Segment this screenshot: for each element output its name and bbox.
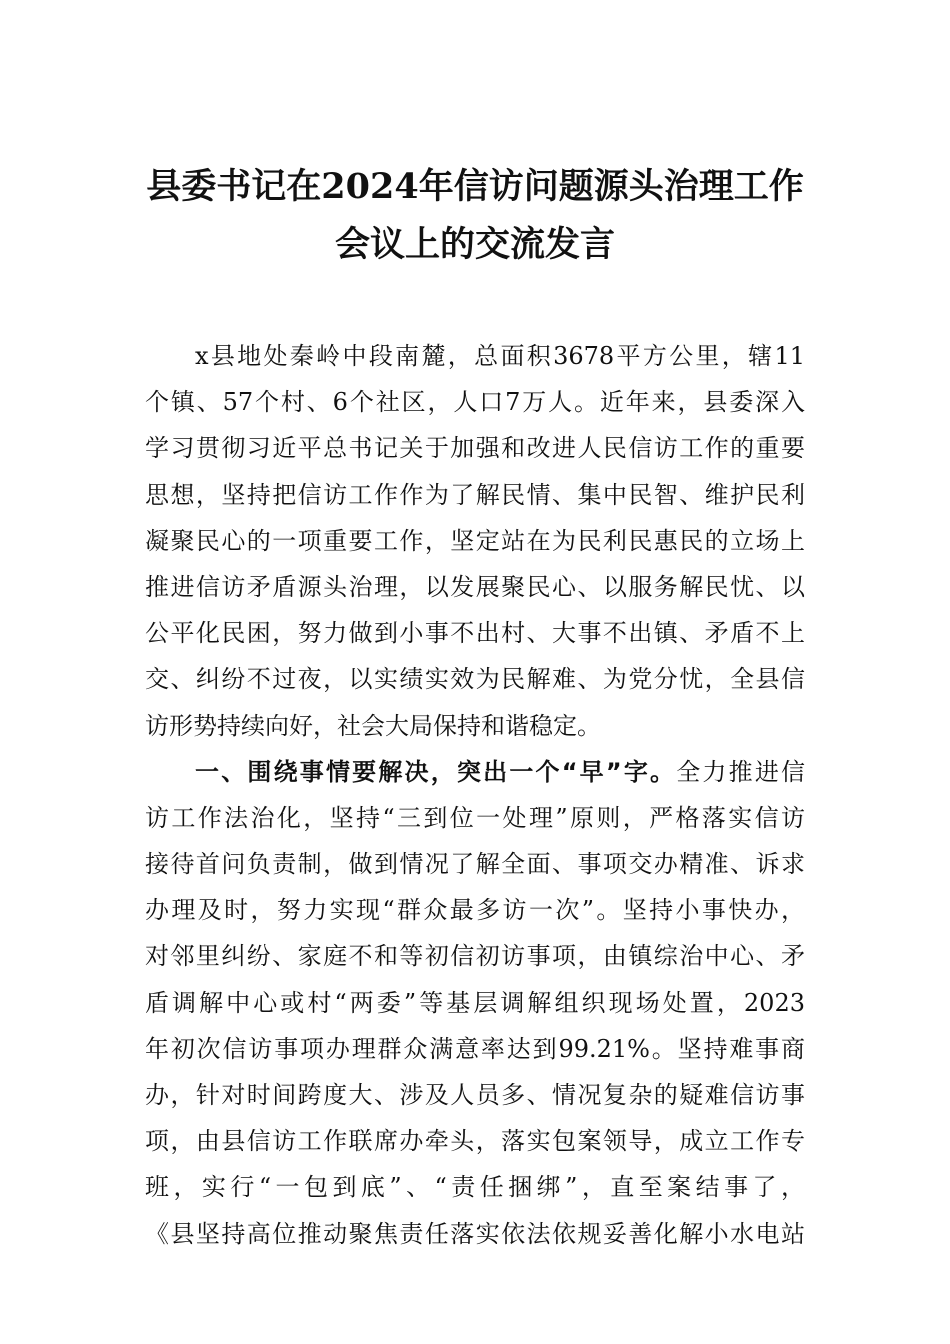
document-body: [145, 333, 805, 1257]
intro-line: 推进信访矛盾源头治理，以发展聚民心、以服务解民忧、以: [145, 572, 805, 601]
section-1-line: 接待首问负责制，做到情况了解全面、事项交办精准、诉求: [145, 850, 805, 879]
section-1-first-line-text: 全力推进信: [676, 757, 806, 786]
intro-line: 访形势持续向好，社会大局保持和谐稳定。: [145, 711, 601, 740]
intro-line: 交、纠纷不过夜，以实绩实效为民解难、为党分忧，全县信: [145, 665, 805, 694]
section-1-line: 访工作法治化，坚持“三到位一处理”原则，严格落实信访: [145, 803, 805, 832]
section-1-line: 盾调解中心或村“两委”等基层调解组织现场处置，2023: [145, 988, 805, 1017]
section-1-first-line: [145, 749, 805, 795]
intro-line: x县地处秦岭中段南麓，总面积3678平方公里，辖11: [195, 342, 805, 370]
section-1-heading: 一、围绕事情要解决，突出一个“早”字。: [195, 757, 677, 786]
section-1-line: 《县坚持高位推动聚焦责任落实依法依规妥善化解小水电站: [145, 1219, 805, 1248]
section-1-line: 项，由县信访工作联席办牵头，落实包案领导，成立工作专: [145, 1127, 805, 1156]
document-title: [0, 158, 950, 274]
section-1-line: 班，实行“一包到底”、“责任捆绑”，直至案结事了，: [145, 1173, 805, 1202]
title-line-2: 会议上的交流发言: [334, 224, 615, 265]
intro-line: 个镇、57个村、6个社区，人口7万人。近年来，县委深入: [145, 388, 805, 417]
section-1-line: 年初次信访事项办理群众满意率达到99.21%。坚持难事商: [145, 1034, 805, 1063]
intro-line: 凝聚民心的一项重要工作，坚定站在为民利民惠民的立场上: [145, 526, 805, 555]
section-1-line: 办，针对时间跨度大、涉及人员多、情况复杂的疑难信访事: [145, 1081, 805, 1109]
section-1-line: 对邻里纠纷、家庭不和等初信初访事项，由镇综治中心、矛: [145, 942, 805, 971]
section-1-line: 办理及时，努力实现“群众最多访一次”。坚持小事快办，: [145, 896, 805, 925]
intro-line: 学习贯彻习近平总书记关于加强和改进人民信访工作的重要: [145, 434, 805, 463]
intro-line: 公平化民困，努力做到小事不出村、大事不出镇、矛盾不上: [145, 619, 805, 648]
intro-line: 思想，坚持把信访工作作为了解民情、集中民智、维护民利: [145, 480, 805, 509]
title-line-1: 县委书记在2024年信访问题源头治理工作: [146, 166, 804, 207]
